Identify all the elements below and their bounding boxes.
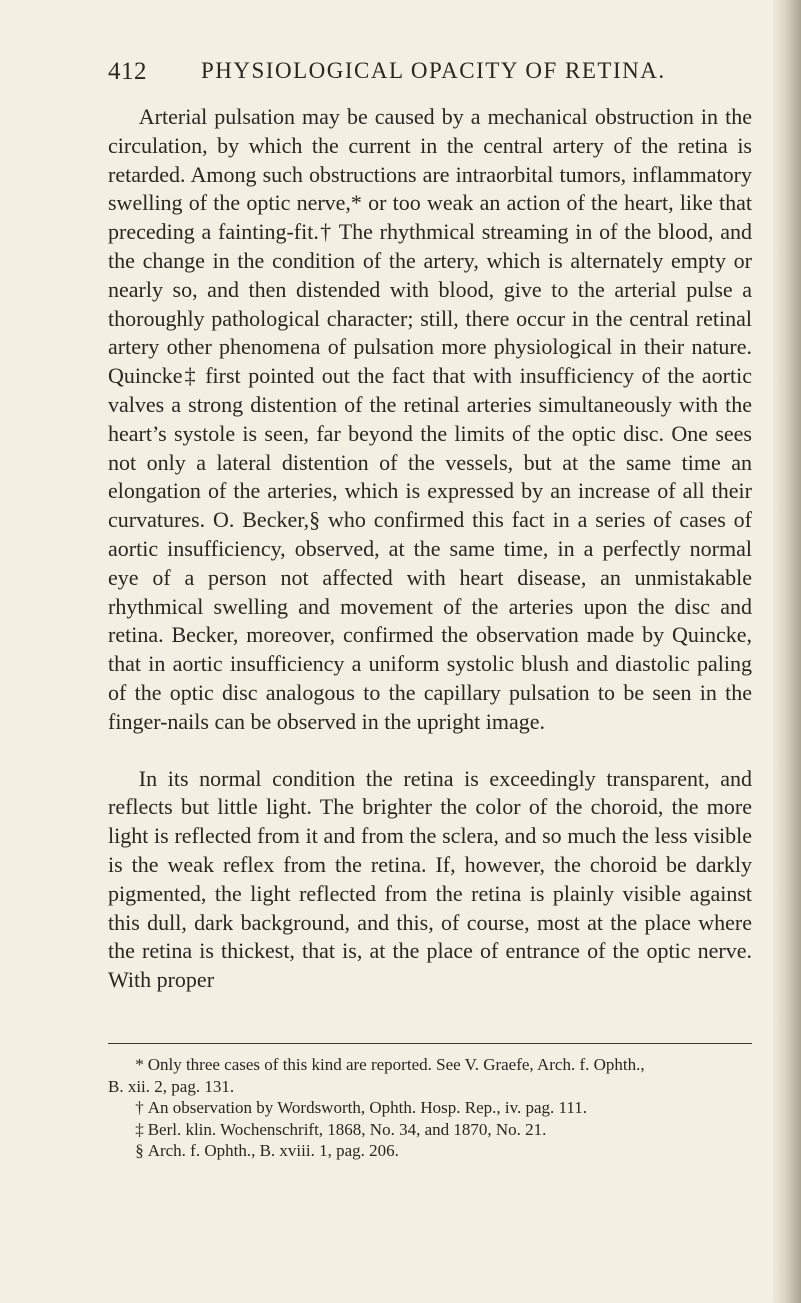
page-edge-shadow: [773, 0, 801, 1303]
footnote-item: [108, 1119, 752, 1141]
footnote-text-continued: B. xii. 2, pag. 131.: [108, 1076, 235, 1096]
footnote-mark: *: [135, 1055, 144, 1074]
footnote-text: Only three cases of this kind are reported. See V. Graefe, Arch. f. Ophth.,: [147, 1055, 645, 1074]
footnote-mark: †: [135, 1098, 144, 1117]
footnote-mark: §: [135, 1141, 144, 1160]
footnote-item: [108, 1097, 752, 1119]
footnotes: [108, 1054, 752, 1162]
body-text: [108, 103, 752, 995]
page-number: 412: [108, 58, 147, 85]
footnote-item: [108, 1140, 752, 1162]
footnote-text: An observation by Wordsworth, Ophth. Hosp. Rep., iv. pag. 111.: [147, 1098, 588, 1117]
footnote-item: [108, 1054, 752, 1097]
footnote-rule: [108, 1043, 752, 1044]
paragraph-retina-transparency: In its normal condition the retina is exceedingly transparent, and reflects but little light. The brighter the color of the choroid, the more light is reflected from it and from the sclera, and so much the less visible is the weak reflex from the retina. If, however, the choroid be darkly pigmented, the light reflected from the retina is plainly visible against this dull, dark background, and this, of course, most at the place where the retina is thickest, that is, at the place of entrance of the optic nerve. With proper: [108, 765, 752, 993]
page-header: [108, 58, 752, 90]
footnote-text: Berl. klin. Wochenschrift, 1868, No. 34, and 1870, No. 21.: [147, 1119, 547, 1139]
running-title: PHYSIOLOGICAL OPACITY OF RETINA.: [201, 58, 666, 83]
paragraph-arterial-pulsation: Arterial pulsation may be caused by a mechanical obstruction in the circulation, by which the current in the central artery of the retina is retarded. Among such obstructions are intraorbital tumors, inflammatory swelling of the optic nerve,* or too weak an action of the heart, like that preceding a fainting-fit.† The rhythmical streaming in of the blood, and the change in the condition of the artery, which is alternately empty or nearly so, and then distended with blood, give to the arterial pulse a thoroughly pathological character; still, there occur in the central retinal artery other phenomena of pulsation more physiological in their nature. Quincke‡ first pointed out the fact that with insufficiency of the aortic valves a strong distention of the retinal arteries simultaneously with the heart’s systole is seen, far beyond the limits of the optic disc. One sees not only a lateral distention of the vessels, but at the same time an elongation of the arteries, which is expressed by an increase of all their curvatures. O. Becker,§ who confirmed this fact in a series of cases of aortic insufficiency, observed, at the same time, in a perfectly normal eye of a person not affected with heart disease, an unmistakable rhythmical swelling and movement of the arteries upon the disc and retina. Becker, moreover, confirmed the observation made by Quincke, that in aortic insufficiency a uniform systolic blush and diastolic paling of the optic disc analogous to the capillary pulsation to be seen in the finger-nails can be observed in the upright image.: [108, 104, 752, 734]
footnote-mark: ‡: [135, 1119, 144, 1139]
footnote-text: Arch. f. Ophth., B. xviii. 1, pag. 206.: [147, 1141, 399, 1160]
